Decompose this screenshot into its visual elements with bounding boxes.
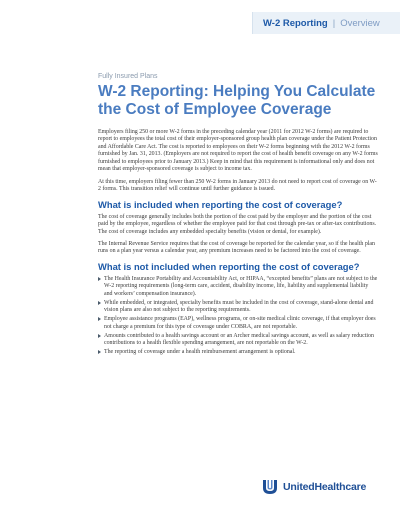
logo-wordmark: UnitedHealthcare <box>283 481 367 493</box>
list-item-text: While embedded, or integrated, specialty benefits must be included in the cost of coverage, stand-alone dental and vision plans are also not subject to the reporting requirements. <box>104 299 374 314</box>
document-content <box>98 73 378 358</box>
not-included-list <box>98 276 378 357</box>
tab-primary-label: W-2 Reporting <box>263 17 328 29</box>
page-title <box>98 83 378 119</box>
list-item <box>98 349 378 356</box>
list-item-text: The Health Insurance Portability and Accountability Act, or HIPAA, “excepted benefits” plans are not subject to the W-2 reporting requirements (long-term care, accident, disability income, life, liability and supplemental liability and workers’ compensation insurance). <box>104 275 378 297</box>
list-item <box>98 300 378 315</box>
unitedhealthcare-logo <box>260 476 380 498</box>
included-paragraph-1: The cost of coverage generally includes both the portion of the cost paid by the employer and the portion of the cost paid by the employee, regardless of whether the employee paid for that cost through pre-tax or after-tax contributions. The cost of coverage includes any embedded specialty benefits (vision or dental, for example). <box>98 213 377 235</box>
title-line-2: the Cost of Employee Coverage <box>98 101 332 118</box>
included-paragraph-2: The Internal Revenue Service requires that the cost of coverage be reported for the calendar year, so if the health plan runs on a plan year versus a calendar year, any premium increases need to be factored into the cost of coverage. <box>98 240 375 255</box>
list-item <box>98 276 378 298</box>
list-item <box>98 333 378 348</box>
bullet-arrow-icon <box>98 301 101 305</box>
list-item-text: The reporting of coverage under a health reimbursement arrangement is optional. <box>104 348 296 355</box>
section-heading-not-included: What is not included when reporting the cost of coverage? <box>98 260 360 272</box>
section-heading-included: What is included when reporting the cost of coverage? <box>98 198 343 210</box>
list-item-text: Employee assistance programs (EAP), wellness programs, or on-site medical clinic coverage, if that employer does not charge a premium for this type of coverage under COBRA, are not reportable. <box>104 316 376 330</box>
tab-separator: | <box>332 17 336 29</box>
title-line-1: W-2 Reporting: Helping You Calculate <box>98 83 376 100</box>
bullet-arrow-icon <box>98 334 101 338</box>
unitedhealthcare-logo-icon <box>260 477 280 497</box>
header-band <box>0 0 400 44</box>
bullet-arrow-icon <box>98 317 101 321</box>
list-item <box>98 316 378 331</box>
bullet-arrow-icon <box>98 277 101 281</box>
intro-paragraph-1: Employers filing 250 or more W-2 forms in the preceding calendar year (2011 for 2012 W-2 forms) are required to report to employees the total cost of their employer-sponsored group health plan coverage under the Patient Protection and Affordable Care Act. The cost is reported to employees on their W-2 forms beginning with the 2012 W-2 forms furnished by Jan. 31, 2013. (Employers are not required to report the cost of health benefit coverage on any W-2 forms furnished to employees prior to January 2013.) Keep in mind that this requirement is informational only and does not mean that employer-sponsored coverage is subject to income tax. <box>98 129 378 173</box>
tab-secondary-label: Overview <box>340 17 380 29</box>
eyebrow-label: Fully Insured Plans <box>98 73 158 80</box>
intro-paragraph-2: At this time, employers filing fewer than 250 W-2 forms in January 2013 do not need to report cost of coverage on W-2 forms. This transition relief will continue until further guidance is issued. <box>98 178 377 193</box>
bullet-arrow-icon <box>98 350 101 354</box>
list-item-text: Amounts contributed to a health savings account or an Archer medical savings account, as well as salary reduction contributions to a health flexible spending arrangement, are not reportable on the W-2. <box>104 332 374 347</box>
section-tab <box>252 12 400 34</box>
